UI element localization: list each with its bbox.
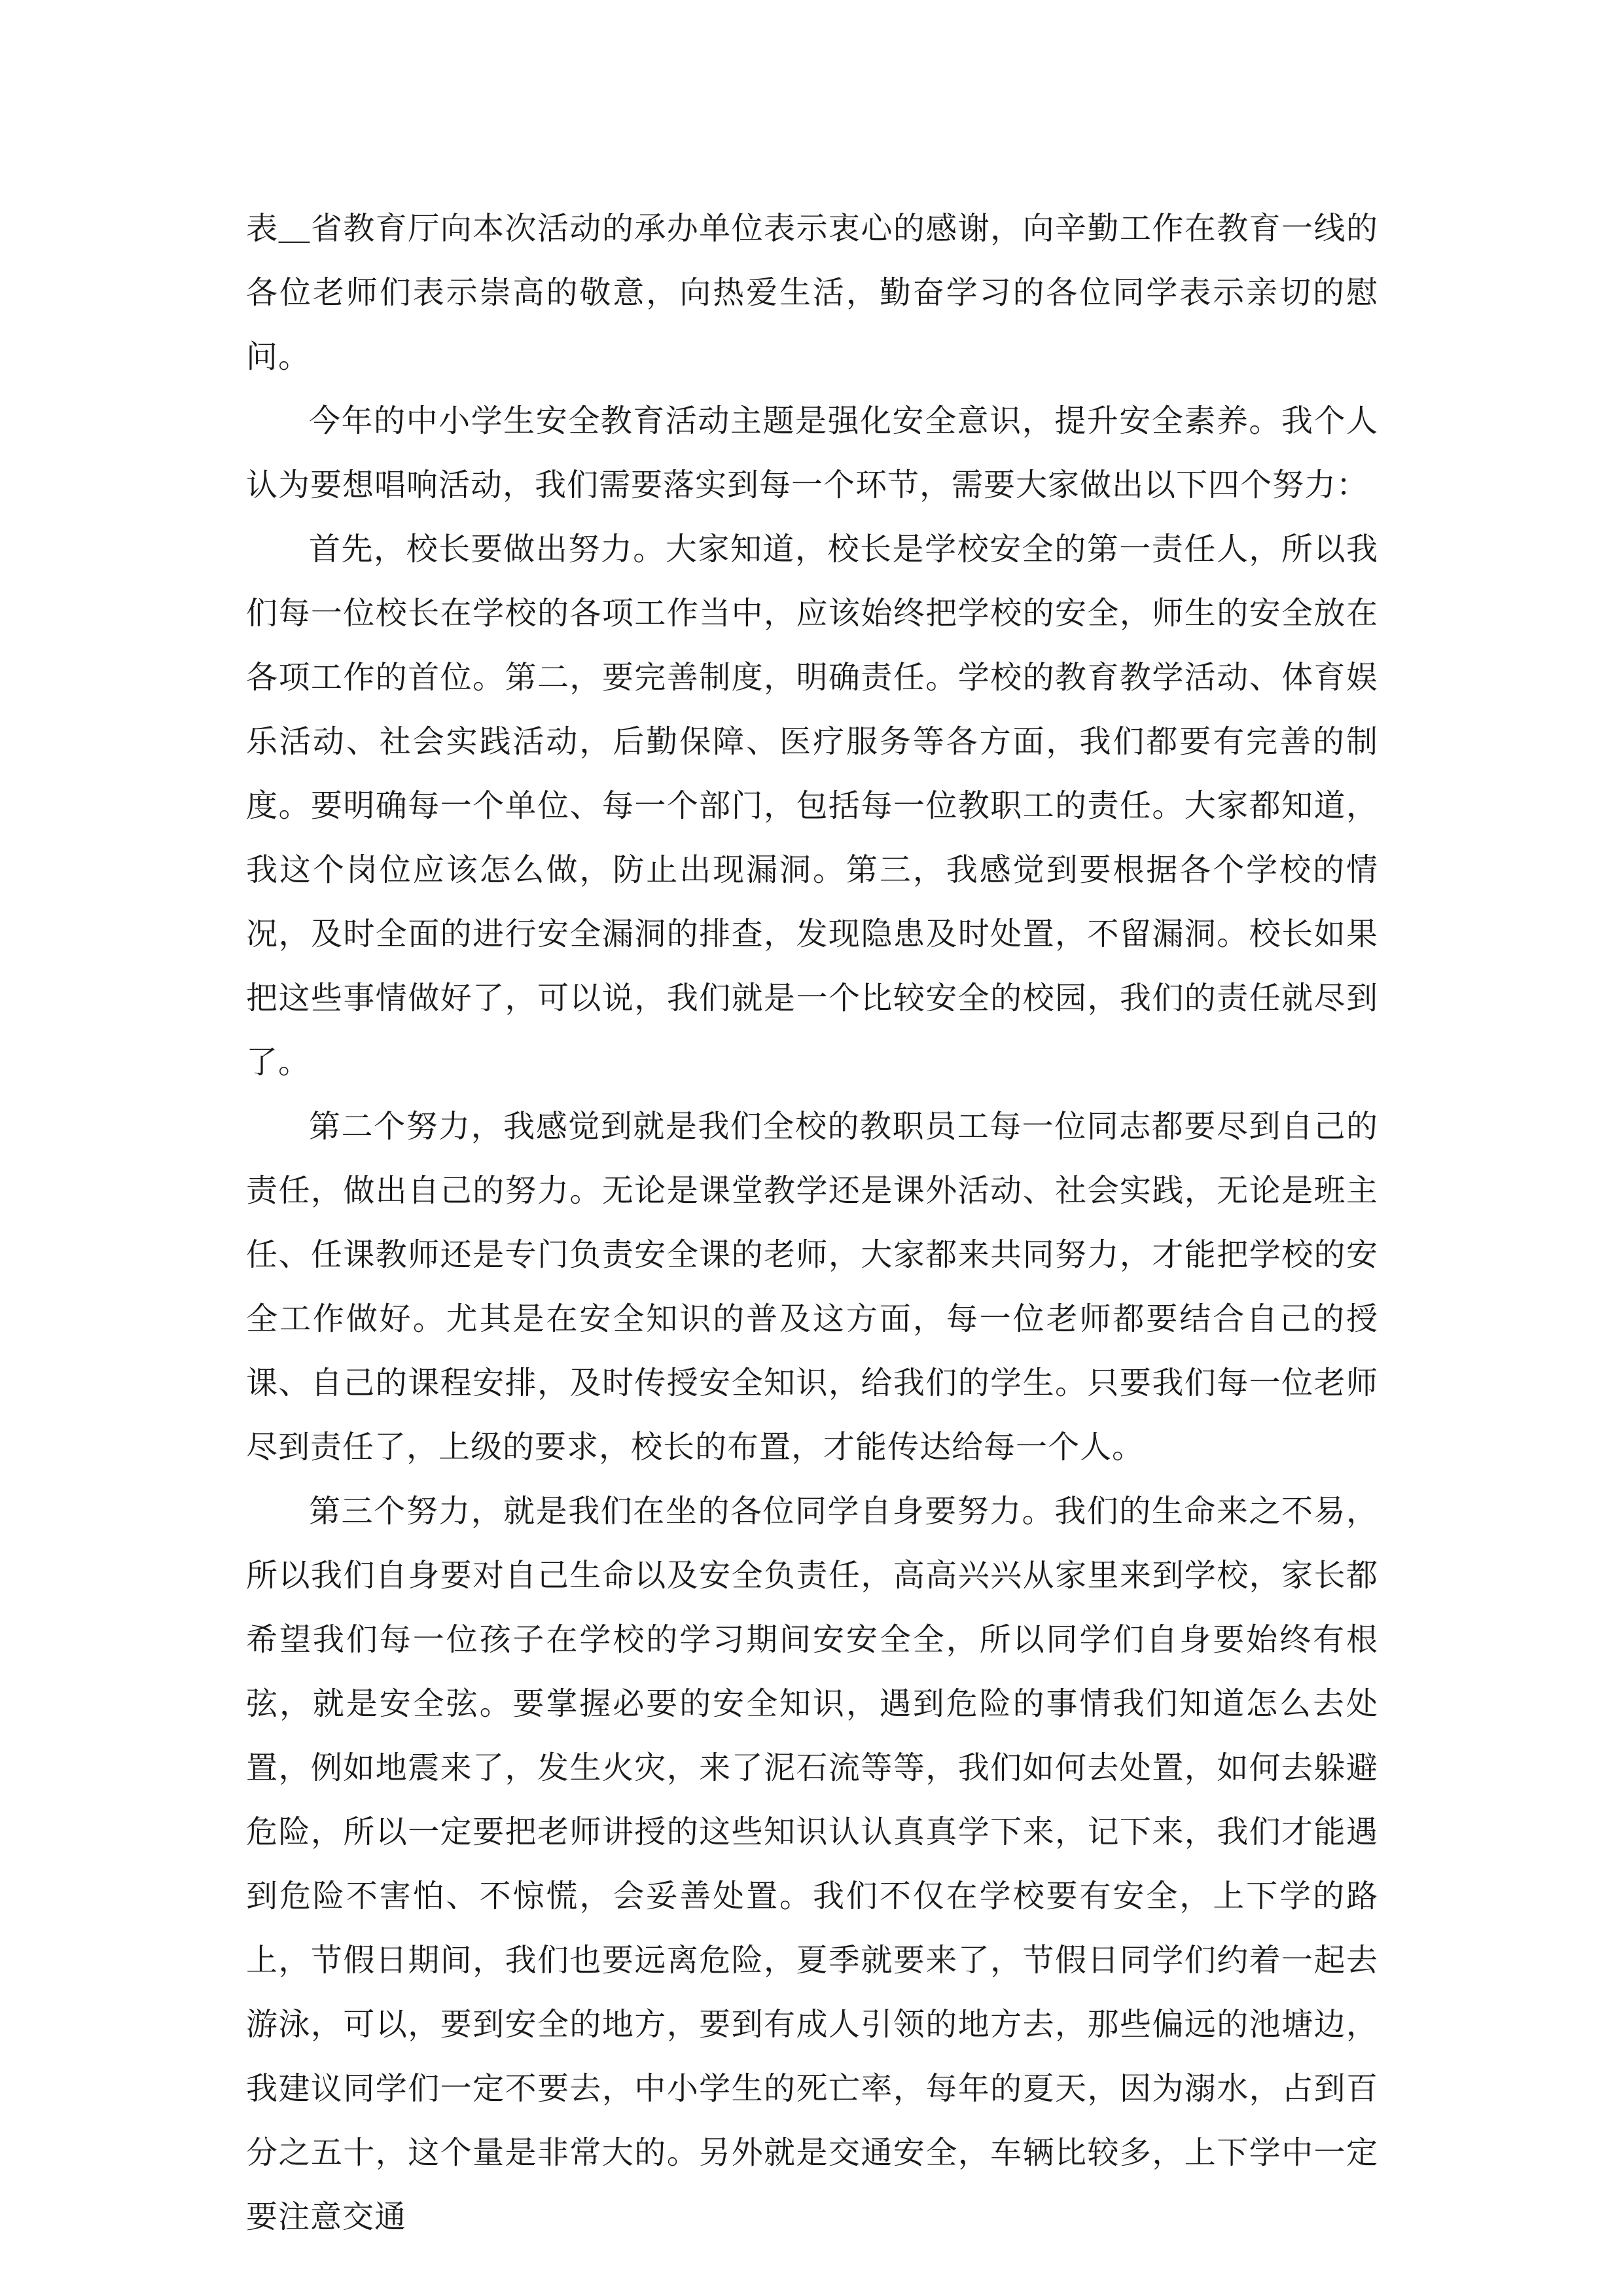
paragraph-1: 表＿省教育厅向本次活动的承办单位表示衷心的感谢，向辛勤工作在教育一线的各位老师们表示崇高的敬意，向热爱生活，勤奋学习的各位同学表示亲切的慰问。 [246, 210, 1378, 375]
document-body [246, 196, 1378, 2249]
paragraph-3: 首先，校长要做出努力。大家知道，校长是学校安全的第一责任人，所以我们每一位校长在学校的各项工作当中，应该始终把学校的安全，师生的安全放在各项工作的首位。第二，要完善制度，明确责任。学校的教育教学活动、体育娱乐活动、社会实践活动，后勤保障、医疗服务等各方面，我们都要有完善的制度。要明确每一个单位、每一个部门，包括每一位教职工的责任。大家都知道，我这个岗位应该怎么做，防止出现漏洞。第三，我感觉到要根据各个学校的情况，及时全面的进行安全漏洞的排查，发现隐患及时处置，不留漏洞。校长如果把这些事情做好了，可以说，我们就是一个比较安全的校园，我们的责任就尽到了。 [246, 531, 1378, 1081]
paragraph-5: 第三个努力，就是我们在坐的各位同学自身要努力。我们的生命来之不易，所以我们自身要对自己生命以及安全负责任，高高兴兴从家里来到学校，家长都希望我们每一位孩子在学校的学习期间安安全全，所以同学们自身要始终有根弦，就是安全弦。要掌握必要的安全知识，遇到危险的事情我们知道怎么去处置，例如地震来了，发生火灾，来了泥石流等等，我们如何去处置，如何去躲避危险，所以一定要把老师讲授的这些知识认认真真学下来，记下来，我们才能遇到危险不害怕、不惊慌，会妥善处置。我们不仅在学校要有安全，上下学的路上，节假日期间，我们也要远离危险，夏季就要来了，节假日同学们约着一起去游泳，可以，要到安全的地方，要到有成人引领的地方去，那些偏远的池塘边，我建议同学们一定不要去，中小学生的死亡率，每年的夏天，因为溺水，占到百分之五十，这个量是非常大的。另外就是交通安全，车辆比较多，上下学中一定要注意交通 [246, 1493, 1378, 2235]
paragraph-2: 今年的中小学生安全教育活动主题是强化安全意识，提升安全素养。我个人认为要想唱响活动，我们需要落实到每一个环节，需要大家做出以下四个努力： [246, 403, 1378, 503]
paragraph-4: 第二个努力，我感觉到就是我们全校的教职员工每一位同志都要尽到自己的责任，做出自己的努力。无论是课堂教学还是课外活动、社会实践，无论是班主任、任课教师还是专门负责安全课的老师，大家都来共同努力，才能把学校的安全工作做好。尤其是在安全知识的普及这方面，每一位老师都要结合自己的授课、自己的课程安排，及时传授安全知识，给我们的学生。只要我们每一位老师尽到责任了，上级的要求，校长的布置，才能传达给每一个人。 [246, 1108, 1378, 1465]
